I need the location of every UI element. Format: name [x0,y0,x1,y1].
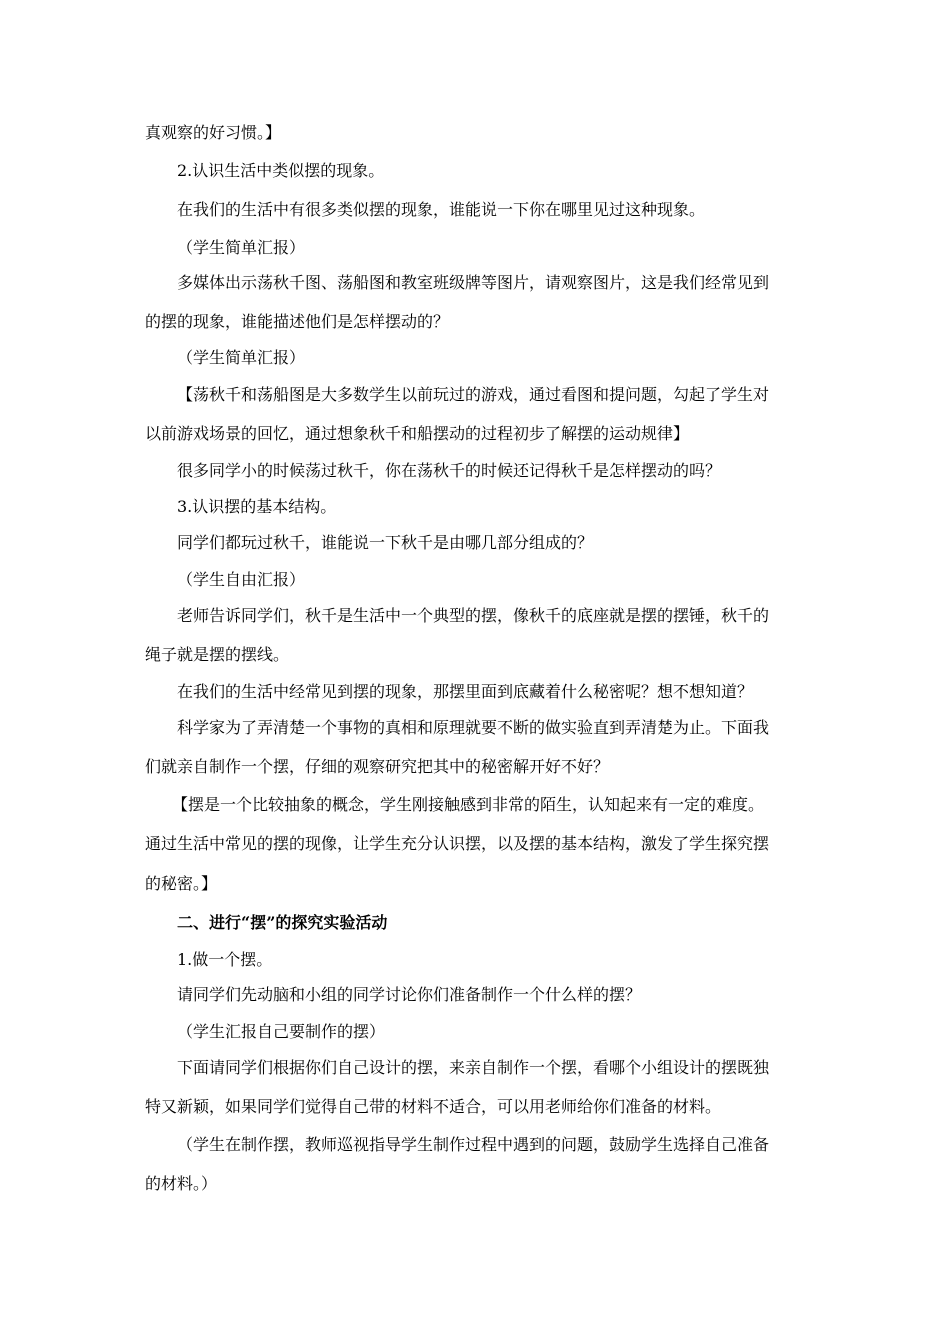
text-line: 们就亲自制作一个摆，仔细的观察研究把其中的秘密解开好不好？ [145,757,610,776]
text-line: 科学家为了弄清楚一个事物的真相和原理就要不断的做实验直到弄清楚为止。下面我 [177,718,770,737]
text-line: 【摆是一个比较抽象的概念，学生刚接触感到非常的陌生，认知起来有一定的难度。 [172,795,765,814]
text-line: （学生汇报自己要制作的摆） [177,1022,386,1041]
text-line: 下面请同学们根据你们自己设计的摆，来亲自制作一个摆，看哪个小组设计的摆既独 [177,1058,770,1077]
text-line: 的摆的现象，谁能描述他们是怎样摆动的？ [145,312,450,331]
text-line: 通过生活中常见的摆的现像，让学生充分认识摆，以及摆的基本结构，激发了学生探究摆 [145,834,770,853]
text-line: 在我们的生活中经常见到摆的现象，那摆里面到底藏着什么秘密呢？想不想知道？ [177,682,754,701]
text-line: 真观察的好习惯。】 [145,123,282,142]
text-line: 的秘密。】 [145,874,218,893]
text-line: （学生自由汇报） [177,570,306,589]
text-line: 特又新颖，如果同学们觉得自己带的材料不适合，可以用老师给你们准备的材料。 [145,1097,722,1116]
text-line: （学生在制作摆，教师巡视指导学生制作过程中遇到的问题，鼓励学生选择自己准备 [177,1135,770,1154]
text-line: 绳子就是摆的摆线。 [145,645,290,664]
text-line: 【荡秋千和荡船图是大多数学生以前玩过的游戏，通过看图和提问题，勾起了学生对 [177,385,770,404]
text-line: （学生简单汇报） [177,348,306,367]
text-line: 的材料。） [145,1174,218,1193]
subheading: 3.认识摆的基本结构。 [177,497,337,516]
text-line: 请同学们先动脑和小组的同学讨论你们准备制作一个什么样的摆？ [177,985,642,1004]
section-heading: 二、进行“摆”的探究实验活动 [177,913,388,932]
text-line: 在我们的生活中有很多类似摆的现象，谁能说一下你在哪里见过这种现象。 [177,200,706,219]
text-line: 同学们都玩过秋千，谁能说一下秋千是由哪几部分组成的？ [177,533,594,552]
text-line: （学生简单汇报） [177,238,306,257]
text-line: 老师告诉同学们，秋千是生活中一个典型的摆，像秋千的底座就是摆的摆锤，秋千的 [177,606,770,625]
text-line: 很多同学小的时候荡过秋千，你在荡秋千的时候还记得秋千是怎样摆动的吗？ [177,461,722,480]
subheading: 1.做一个摆。 [177,950,273,969]
text-line: 以前游戏场景的回忆，通过想象秋千和船摆动的过程初步了解摆的运动规律】 [145,424,690,443]
text-line: 多媒体出示荡秋千图、荡船图和教室班级牌等图片，请观察图片，这是我们经常见到 [177,273,770,292]
subheading: 2.认识生活中类似摆的现象。 [177,161,385,180]
